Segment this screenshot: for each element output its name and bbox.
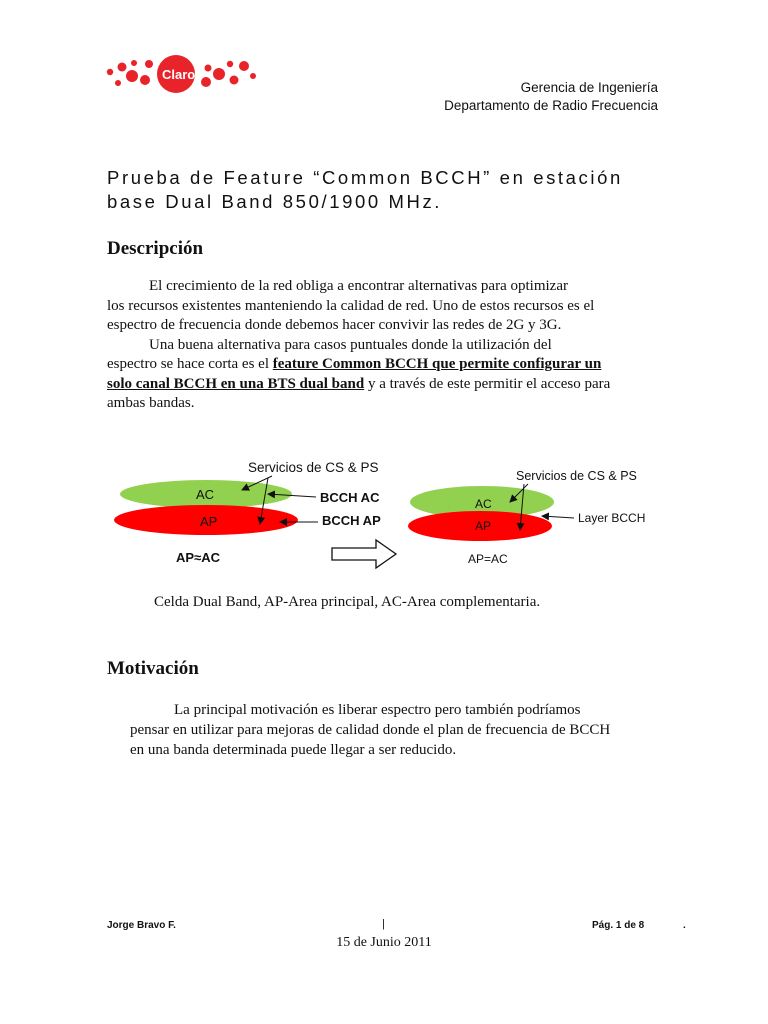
diagram-caption: Celda Dual Band, AP-Area principal, AC-Area complementaria.: [154, 594, 541, 610]
descripcion-body: [107, 277, 667, 414]
document-title: [107, 166, 667, 214]
right-ap-label: AP: [475, 519, 492, 533]
header-department-line2: Departamento de Radio Frecuencia: [444, 98, 658, 113]
right-services-label: Servicios de CS & PS: [516, 469, 637, 483]
text-span: y a través de este permitir el acceso para: [364, 375, 611, 392]
bold-underline-span: feature Common BCCH que permite configurar un: [272, 356, 602, 372]
motivacion-line: La principal motivación es liberar espectro pero también podríamos: [174, 702, 581, 718]
motivacion-line: en una banda determinada puede llegar a ser reducido.: [130, 742, 457, 758]
left-bcch-ap-label: BCCH AP: [322, 513, 381, 528]
footer-page-number: Pág. 1 de 8: [592, 920, 645, 931]
right-layer-label: Layer BCCH: [578, 511, 646, 525]
descripcion-line: espectro de frecuencia donde debemos hacer convivir las redes de 2G y 3G.: [107, 317, 562, 333]
descripcion-line: los recursos existentes manteniendo la calidad de red. Uno de estos recursos es el: [107, 297, 595, 314]
text-span: espectro se hace corta es el: [107, 356, 273, 372]
right-relation-label: AP=AC: [468, 552, 508, 566]
motivacion-body: [130, 700, 670, 760]
footer-author: Jorge Bravo F.: [107, 920, 176, 931]
bold-underline-span: solo canal BCCH en una BTS dual band: [107, 375, 365, 392]
header-department-line1: Gerencia de Ingeniería: [520, 80, 658, 95]
left-ac-label: AC: [196, 487, 215, 502]
left-bcch-ac-label: BCCH AC: [320, 490, 380, 505]
descripcion-line: Una buena alternativa para casos puntuales donde la utilización del: [149, 336, 552, 353]
dual-band-diagram: [100, 450, 680, 580]
footer-separator: |: [382, 918, 385, 930]
claro-logo: [104, 52, 264, 98]
left-ap-label: AP: [200, 514, 218, 529]
transition-arrow-icon: [332, 540, 396, 568]
descripcion-line: [107, 355, 667, 375]
right-ac-label: AC: [475, 497, 492, 511]
motivacion-line: pensar en utilizar para mejoras de calidad donde el plan de frecuencia de BCCH: [130, 722, 611, 738]
descripcion-line: [107, 375, 667, 395]
footer-date: 15 de Junio 2011: [336, 935, 432, 950]
descripcion-line: ambas bandas.: [107, 395, 195, 411]
left-services-label: Servicios de CS & PS: [248, 460, 379, 475]
heading-motivacion: Motivación: [107, 658, 199, 679]
right-arrow-layer: [542, 516, 574, 518]
title-line2: base Dual Band 850/1900 MHz.: [107, 191, 443, 212]
heading-descripcion: Descripción: [107, 238, 204, 259]
logo-wordmark: Claro: [162, 67, 196, 82]
title-line1: Prueba de Feature “Common BCCH” en estación: [107, 167, 623, 188]
descripcion-line: El crecimiento de la red obliga a encontrar alternativas para optimizar: [149, 278, 568, 294]
footer-dot: .: [683, 920, 686, 931]
left-relation-label: AP≈AC: [176, 550, 220, 565]
